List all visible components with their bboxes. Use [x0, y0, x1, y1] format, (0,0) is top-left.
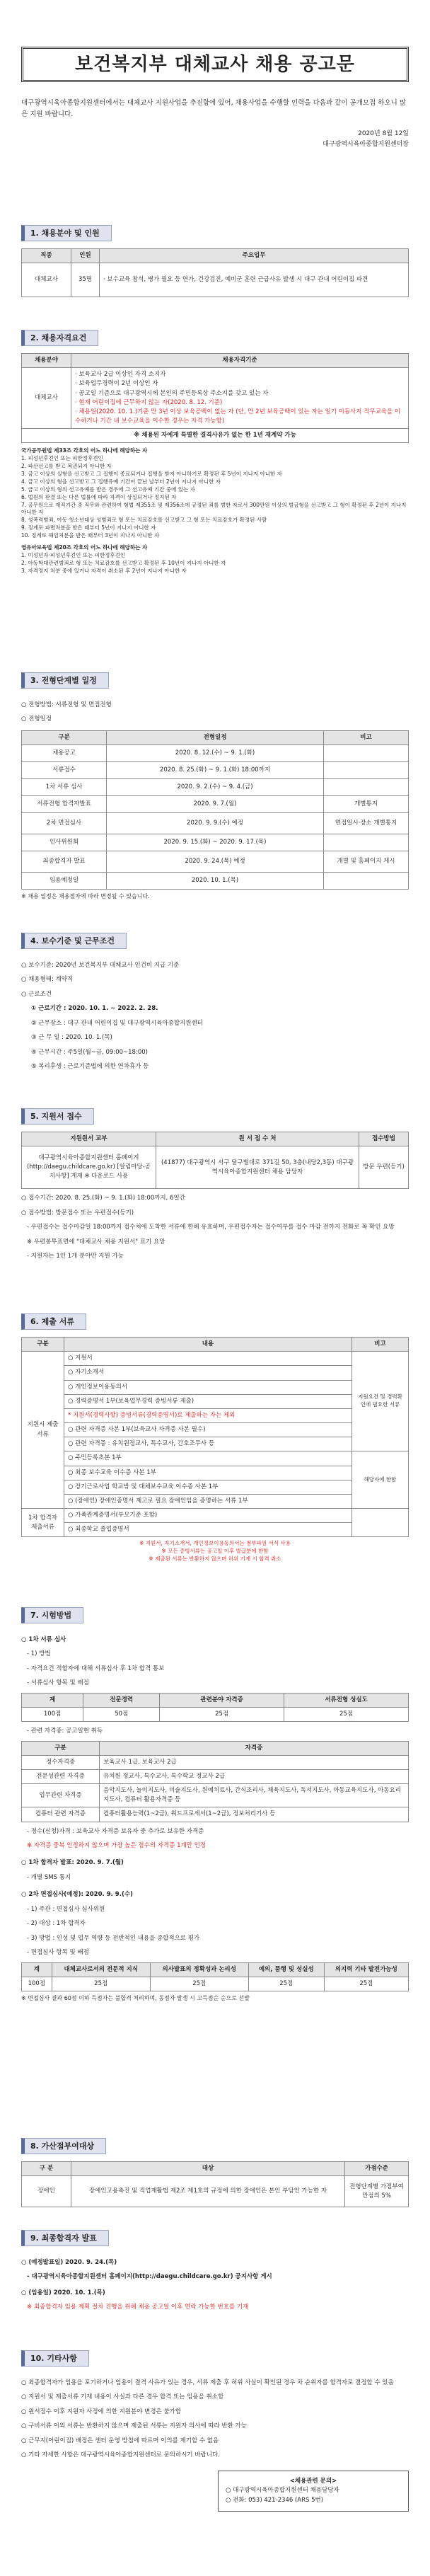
schedule-remark [324, 762, 409, 779]
cell-form: 대구광역시육아종합지원센터 홈페이지 (http://daegu.childcare.go.kr) [알림마당-공지사항] 게재 ※ 다운로드 사용 [22, 1146, 156, 1189]
exam-line: - 정수(신청)자격 : 보육교사 자격증 보유자 중 추가로 보유한 자격증 [27, 1827, 204, 1835]
section-title: 7. 시험방법 [21, 1607, 83, 1623]
criteria-item: · 채용일(2020. 10. 1.)기준 만 3년 이상 보육공백이 없는 자 (단, 만 2년 보육공백이 있는 자는 일기 이동사지 직무교육을 이수하거나 기간 내 보수교육을 이수한 경우는 자격 가능함) [75, 408, 401, 425]
exam-line: - 면접심사 항목 및 배점 [27, 1949, 89, 1957]
etc-line: ○ 구비서류 이외 서류는 반환하지 않으며 제출된 서류는 지원자 의사에 따라 반환 가능 [21, 2422, 248, 2430]
section-title: 3. 전형단계별 일정 [21, 672, 109, 689]
title-box [21, 47, 409, 82]
documents-notes [21, 1540, 409, 1563]
disqualification-notes [21, 447, 409, 575]
bonus-remark: 전형단계별 가점부여 [349, 2183, 404, 2190]
section-title: 1. 채용분야 및 인원 [21, 225, 112, 241]
condition-line: ③ 근 무 일 : 2020. 10. 1.(목) [31, 1034, 112, 1042]
th-field: 채용분야 [22, 354, 71, 368]
condition-line: ④ 근무시간 : 주5일(월~금, 09:00~18:00) [31, 1048, 148, 1056]
cell-job: 대체교사 [22, 368, 71, 429]
result-line: ○ (임용일) 2020. 10. 1.(목) [21, 2289, 105, 2296]
th-content: 내용 [64, 1338, 352, 1352]
section-title: 5. 지원서 접수 [21, 1108, 94, 1125]
th-bonus: 가점수준 [345, 2162, 409, 2176]
section-title: 9. 최종합격자 발표 [21, 2230, 109, 2246]
schedule-stage: 서류전형 합격자발표 [22, 796, 107, 813]
application-line: ○ 접수기간: 2020. 8. 25.(화) ~ 9. 1.(화) 18:00까지, 6일간 [21, 1195, 185, 1202]
section-recruit-field [21, 225, 409, 297]
bonus-level [345, 2176, 409, 2207]
condition-line: ○ 채용형태: 계약직 [21, 976, 74, 984]
score-cell: 100점 [22, 1707, 83, 1721]
th-kind: 구분 [22, 1338, 64, 1352]
schedule-date: 2020. 8. 12.(수) ~ 9. 1.(화) [107, 745, 324, 762]
schedule-stage: 2차 면접심사 [22, 813, 107, 834]
bonus-target: 장애인고용촉진 및 직업재활법 제2조 제1호의 규정에 의한 장애인은 본인 부담인 가능한 자 [71, 2176, 345, 2207]
application-table [21, 1132, 409, 1189]
exam-line: - 개별 SMS 통지 [27, 1873, 71, 1881]
th-interview: 의지력 기타 발전가능성 [324, 1962, 408, 1977]
condition-line: ○ 보수기준: 2020년 보건복지부 대체교사 인건비 지급 기준 [21, 962, 180, 970]
section-pay-conditions [21, 933, 409, 1072]
schedule-date: 2020. 10. 1.(목) [107, 873, 324, 890]
doc-note: ※ 모든 증빙서류는 공고일 이후 발급분에 한함 [161, 1548, 269, 1555]
exam-line: - 2) 대상 : 1차 합격자 [27, 1920, 86, 1928]
condition-line: ① 근로기간 : 2020. 10. 1. ~ 2022. 2. 28. [31, 1005, 158, 1013]
schedule-remark: 개별 및 홈페이지 게시 [324, 851, 409, 873]
score-cell: 25점 [160, 1707, 284, 1721]
bonus-value: 만점의 5% [362, 2192, 391, 2200]
doc-item: ○ 최종 보수교육 이수증 사본 1부 [64, 1466, 352, 1480]
intro-text: 대구광역시육아종합지원센터에서는 대체교사 지원사업을 추진함에 있어, 채용사업을 수행할 인력을 다음과 같이 공개모집 하오니 많은 지원 바랍니다. [21, 99, 406, 119]
doc-item: ○ 경력증명서 1부(보육업무경력 증빙서류 제출) [64, 1394, 352, 1408]
interview-score-table [21, 1962, 409, 1991]
th-criteria: 채용자격기준 [71, 354, 409, 368]
th-date: 전형일정 [107, 730, 324, 744]
cert-kind: 전문성관련 자격증 [22, 1769, 100, 1783]
schedule-stage: 1차 서류 심사 [22, 779, 107, 796]
note-line: 10. 징계로 해임처분을 받은 때부터 3년이 지나지 아니한 자 [21, 532, 160, 539]
exam-line: - 1) 방법 [27, 1650, 51, 1658]
schedule-stage: 임용예정일 [22, 873, 107, 890]
section-etc [21, 2350, 409, 2512]
cell-duty: · 보수교육 참석, 병가 필요 등 연가, 건강검진, 예비군 훈련 근급사유 발생 시 대구 관내 어린이집 파견 [100, 263, 409, 297]
doc-note: ※ 제출된 서류는 반환하지 않으며 허위 기재 시 합격 취소 [149, 1556, 281, 1563]
note-line: 6. 법원의 판결 또는 다른 법률에 따라 자격이 상실되거나 정지된 자 [21, 493, 177, 500]
doc-item: ○ (장애인) 장애인증명서 제고로 필요 장애인임을 증명하는 서류 1부 [64, 1494, 352, 1508]
interview-score: 25점 [324, 1977, 408, 1991]
exam-line: ○ 2차 면접심사(예정): 2020. 9. 9.(수) [21, 1891, 133, 1899]
condition-line: ⑤ 복리후생 : 근로기준법에 의한 연차휴가 등 [31, 1063, 149, 1071]
cell-count: 35명 [71, 263, 100, 297]
contact-title: <채용관련 문의> [289, 2477, 337, 2485]
doc-remark: 지원요건 및 경력확인에 필요한 서류 [352, 1352, 409, 1451]
interview-note: ※ 면접심사 결과 60점 이하 득점자는 불합격 처리하며, 동점자 발생 시 고득점순 순으로 선발 [21, 1994, 250, 2001]
exam-line: ○ 1차 합격자 발표: 2020. 9. 7.(월) [21, 1859, 124, 1867]
etc-line: ○ 근무지(어린이집) 배정은 센터 운영 방침에 따르며 이의를 제기할 수 없음 [21, 2437, 219, 2444]
th-form: 지원원서 교부 [22, 1132, 156, 1146]
cell-criteria [71, 368, 409, 429]
schedule-stage: 인사위원회 [22, 834, 107, 851]
exam-line: - 3) 방법 : 인성 및 업무 역량 등 전반적인 내용을 종합적으로 평가 [27, 1934, 200, 1942]
th-score: 서류전형 성실도 [284, 1693, 409, 1707]
schedule-date: 2020. 8. 25.(화) ~ 9. 1.(화) 18:00까지 [107, 762, 324, 779]
section-title: 8. 가산점부여대상 [21, 2138, 106, 2154]
cell-office: (41877) 대구광역시 서구 달구벌대로 371길 50, 3층(내당2,3동) 대구광역시육아종합지원센터 채용 담당자 [156, 1146, 359, 1189]
condition-line: ○ 근로조건 [21, 990, 52, 998]
application-line: ○ 접수방법: 방문접수 또는 우편접수(등기) [21, 1209, 134, 1217]
th-cert: 자격증 [100, 1741, 409, 1755]
th-stage: 구분 [22, 730, 107, 744]
section-qualification [21, 330, 409, 575]
schedule-table [21, 730, 409, 890]
th-cert: 구분 [22, 1741, 100, 1755]
note-line: 7. 공무원으로 재직기간 중 직무와 관련하여 형법 제355조 및 제356조에 규정된 죄를 범한 자로서 300만원 이상의 벌금형을 선고받고 그 형이 확정된 후 2년이 지나지 아니한 자 [21, 501, 407, 516]
result-line: ※ 최종합격자 임용 계획 절차 진행을 위해 채용 공고일 이후 연락 가능한 번호를 기재 [27, 2304, 249, 2311]
cert-list: 유치원 정교사, 특수교사, 특수학교 정교사 2급 [100, 1769, 409, 1783]
schedule-date: 2020. 9. 24.(목) 예정 [107, 851, 324, 873]
result-line: - 대구광역시육아종합지원센터 홈페이지(http://daegu.childcare.go.kr) 공지사항 게시 [27, 2273, 272, 2281]
application-line: - 지원자는 1인 1개 분야만 지원 가능 [27, 1252, 124, 1260]
schedule-remark [324, 834, 409, 851]
announce-date: 2020년 8월 12일 [358, 130, 409, 138]
qualification-table [21, 353, 409, 443]
documents-table [21, 1337, 409, 1537]
th-interview: 대체교사로서의 전문적 지식 [52, 1962, 150, 1977]
schedule-remark [324, 873, 409, 890]
section-title: 6. 제출 서류 [21, 1313, 86, 1330]
exam-line: ○ 1차 서류 심사 [21, 1636, 66, 1644]
criteria-item: · 보육업무경력이 2년 이상인 자 [75, 380, 158, 388]
section-documents [21, 1313, 409, 1563]
section-schedule [21, 672, 409, 901]
cert-kind: 업무관련 자격증 [22, 1784, 100, 1807]
page-title: 보건복지부 대체교사 채용 공고문 [75, 53, 355, 75]
cell-method: 방문 우편(등기) [359, 1146, 409, 1189]
th-score: 계 [22, 1693, 83, 1707]
doc-item: ○ 가족관계증명서(부모기준 포함) [64, 1509, 352, 1523]
application-line: ※ 우편봉투표면에 "대체교사 채용 지원서" 표기 요망 [27, 1238, 165, 1246]
group-pass: 1차 합격자 제출서류 [22, 1509, 64, 1537]
contact-org: ○ 대구광역시육아종합지원센터 채용담당자 [226, 2487, 339, 2495]
th-job: 직종 [22, 249, 71, 263]
interview-score: 100점 [22, 1977, 52, 1991]
doc-item: ○ 주민등록초본 1부 [64, 1451, 352, 1466]
doc-remark: 해당자에 한함 [352, 1451, 409, 1509]
note-line: 4. 금고 이상의 형을 선고받고 그 집행유예 기간이 끝난 날부터 2년이 지나지 아니한 자 [21, 478, 221, 485]
contact-tel: ○ 전화: 053) 421-2346 (ARS 5번) [226, 2496, 324, 2504]
th-bonus: 대상 [71, 2162, 345, 2176]
th-count: 인원 [71, 249, 100, 263]
note-line: 8. 성폭력범죄, 아동·청소년대상 성범죄로 형 또는 치료감호를 선고받고 그 형 또는 치료감호가 확정된 사람 [21, 517, 267, 524]
doc-item: ○ 관련 자격증 : 유치원정교사, 특수교사, 간호조무사 등 [64, 1437, 352, 1451]
condition-line: ② 근무장소 : 대구 관내 어린이집 및 대구광역시육아종합지원센터 [31, 1019, 203, 1027]
contact-box [218, 2471, 409, 2512]
interview-score: 25점 [150, 1977, 248, 1991]
schedule-date: 2020. 9. 15.(화) ~ 2020. 9. 17.(목) [107, 834, 324, 851]
result-line: ○ (예정발표일) 2020. 9. 24.(목) [21, 2259, 117, 2267]
note-line: 3. 자격정지 처분 중에 있거나 자격이 취소된 후 2년이 지나지 아니한 자 [21, 567, 187, 574]
doc-note: ※ 지원서, 자기소개서, 개인정보이용동의서는 첨부파일 서식 사용 [139, 1540, 291, 1547]
exam-line: - 자격요건 적합자에 대해 서류심사 후 1차 합격 통보 [27, 1664, 165, 1672]
criteria-item: · 보육교사 2급 이상인 자격 소지자 [75, 371, 166, 379]
doc-item: ○ 관련 자격증 사본 1부(보육교사 자격증 사본 필수) [64, 1423, 352, 1437]
notes-title: 영유아보육법 제20조 각호의 어느 하나에 해당하는 자 [21, 544, 148, 551]
schedule-stage: 서류접수 [22, 762, 107, 779]
schedule-stage: 최종합격자 발표 [22, 851, 107, 873]
section-bonus [21, 2138, 409, 2207]
recruit-table [21, 248, 409, 297]
date-org [21, 129, 409, 149]
schedule-remark [324, 745, 409, 762]
document-score-table [21, 1693, 409, 1722]
interview-score: 25점 [248, 1977, 324, 1991]
doc-item: ○ 지원서 [64, 1352, 352, 1366]
schedule-bullet: ○ 전형방법: 서류전형 및 면접전형 [21, 701, 112, 709]
schedule-remark: 면접일시·장소 개별통지 [324, 813, 409, 834]
exam-line: - 관련 자격증: 공고일현 취득 [27, 1727, 103, 1735]
th-bonus: 구 분 [22, 2162, 71, 2176]
section-title: 10. 기타사항 [21, 2350, 89, 2367]
note-line: 1. 미성년자·피성년후견인 또는 피한정후견인 [21, 551, 126, 558]
note-line: 3. 금고 이상의 실형을 선고받고 그 집행이 종료되거나 집행을 받지 아니하기로 확정된 후 5년이 지나지 아니한 자 [21, 471, 282, 478]
announce-org: 대구광역시육아종합지원센터장 [322, 140, 409, 148]
score-cell: 25점 [284, 1707, 409, 1721]
application-line: - 우편접수는 접수마감일 18:00까지 접수처에 도착한 서류에 한해 유효하며, 우편접수자는 접수여부를 접수 마감 전까지 전화로 꼭 확인 요망 [27, 1224, 395, 1231]
bonus-table [21, 2161, 409, 2207]
schedule-bullet: ○ 전형일정 [21, 715, 52, 723]
th-remark: 비고 [324, 730, 409, 744]
th-interview: 예의, 품행 및 성실성 [248, 1962, 324, 1977]
doc-item: ○ 개인정보이용동의서 [64, 1380, 352, 1394]
note-line: 2. 파산선고를 받고 복권되지 아니한 자 [21, 463, 112, 470]
certificate-table [21, 1741, 409, 1822]
etc-line: ○ 지원서 및 제출서류 기재 내용이 사실과 다른 경우 합격 또는 임용을 취소함 [21, 2393, 224, 2401]
schedule-note: ※ 채용 일정은 채용절차에 따라 변경될 수 있습니다. [21, 893, 150, 900]
bonus-kind: 장애인 [22, 2176, 71, 2207]
score-cell: 50점 [83, 1707, 160, 1721]
empty-cell [352, 1509, 409, 1537]
cert-list: 컴퓨터활용능력(1~2급), 워드프로세서(1~2급), 정보처리기사 등 [100, 1807, 409, 1822]
etc-line: ○ 최종합격자가 임용을 포기하거나 임용이 결격 사유가 있는 경우, 서류 제출 후 허위 사실이 확인된 경우 차 순위자를 합격자로 결정할 수 있음 [21, 2379, 394, 2387]
cert-kind: 정수자격증 [22, 1755, 100, 1769]
interview-score: 25점 [52, 1977, 150, 1991]
section-final-result [21, 2230, 409, 2313]
th-score: 전문경력 [83, 1693, 160, 1707]
schedule-date: 2020. 9. 9.(수) 예정 [107, 813, 324, 834]
cert-list: 보육교사 1급, 보육교사 2급 [100, 1755, 409, 1769]
th-score: 관련분야 자격증 [160, 1693, 284, 1707]
schedule-date: 2020. 9. 7.(월) [107, 796, 324, 813]
doc-item: * 지원서(경력사항) 증빙서류(경력증명서)로 제출하는 자는 제외 [64, 1408, 352, 1422]
criteria-item: · 공고일 기준으로 대구광역시에 본인의 주민등록상 주소지를 갖고 있는 자 [75, 389, 269, 397]
criteria-item: · 현재 어린이집에 근무하지 않는 자(2020. 8. 12. 기준) [75, 398, 223, 406]
section-exam [21, 1607, 409, 2003]
criteria-footnote: ※ 채용된 자에게 특별한 결격사유가 없는 한 1년 재계약 가능 [22, 429, 409, 443]
section-application [21, 1108, 409, 1261]
cell-job: 대체교사 [22, 263, 71, 297]
schedule-stage: 채용공고 [22, 745, 107, 762]
doc-item: ○ 자기소개서 [64, 1366, 352, 1380]
cert-kind: 컴퓨터 관련 자격증 [22, 1807, 100, 1822]
th-interview: 의사발표의 정확성과 논리성 [150, 1962, 248, 1977]
exam-line: - 1) 주관 : 면접심사 심사위원 [27, 1905, 105, 1913]
note-line: 9. 징계로 파면처분을 받은 때부터 5년이 지나지 아니한 자 [21, 524, 156, 531]
th-interview: 계 [22, 1962, 52, 1977]
exam-line: - 서류심사 항목 및 배점 [27, 1679, 89, 1687]
announcement-page [0, 47, 430, 2576]
note-line: 1. 피성년후견인 또는 피한정후견인 [21, 455, 103, 462]
etc-line: ○ 원서접수 이후 지원자 사정에 의한 지원분야 변경은 불가함 [21, 2408, 182, 2415]
notes-title: 국가공무원법 제33조 각호의 어느 하나에 해당하는 자 [21, 447, 148, 454]
cert-list: 음악지도사, 놀이지도사, 미술지도사, 원예치료사, 간식조리사, 체육지도사, 독서지도사, 아동교육지도사, 아동요리지도사, 컴퓨터 활용자격증 등 [100, 1784, 409, 1807]
th-remark: 비고 [352, 1338, 409, 1352]
doc-item: ○ 최종학교 졸업증명서 [64, 1523, 352, 1537]
section-title: 4. 보수기준 및 근무조건 [21, 933, 127, 949]
section-title: 2. 채용자격요건 [21, 330, 98, 346]
note-line: 2. 아동학대관련범죄로 형 또는 치료감호를 선고받고 확정된 후 10년이 지나지 아니한 자 [21, 559, 226, 566]
doc-item: ○ 장기근로사업 학교밖 및 대체보수교육 이수증 사본 1부 [64, 1480, 352, 1494]
th-duty: 주요업무 [100, 249, 409, 263]
exam-line: ※ 자격증 중복 인정하지 않으며 가장 높은 점수의 자격증 1개만 인정 [27, 1842, 207, 1850]
th-office: 원 서 접 수 처 [156, 1132, 359, 1146]
etc-line: ○ 기타 자세한 사항은 대구광역시육아종합지원센터로 문의하시기 바랍니다. [21, 2451, 220, 2459]
note-line: 5. 금고 이상의 형의 선고유예를 받은 경우에 그 선고유예 기간 중에 있는 자 [21, 485, 195, 493]
schedule-remark: 개별통지 [324, 796, 409, 813]
schedule-date: 2020. 9. 2.(수) ~ 9. 4.(금) [107, 779, 324, 796]
group-apply: 지원시 제출서류 [22, 1352, 64, 1509]
schedule-remark [324, 779, 409, 796]
th-method: 접수방법 [359, 1132, 409, 1146]
